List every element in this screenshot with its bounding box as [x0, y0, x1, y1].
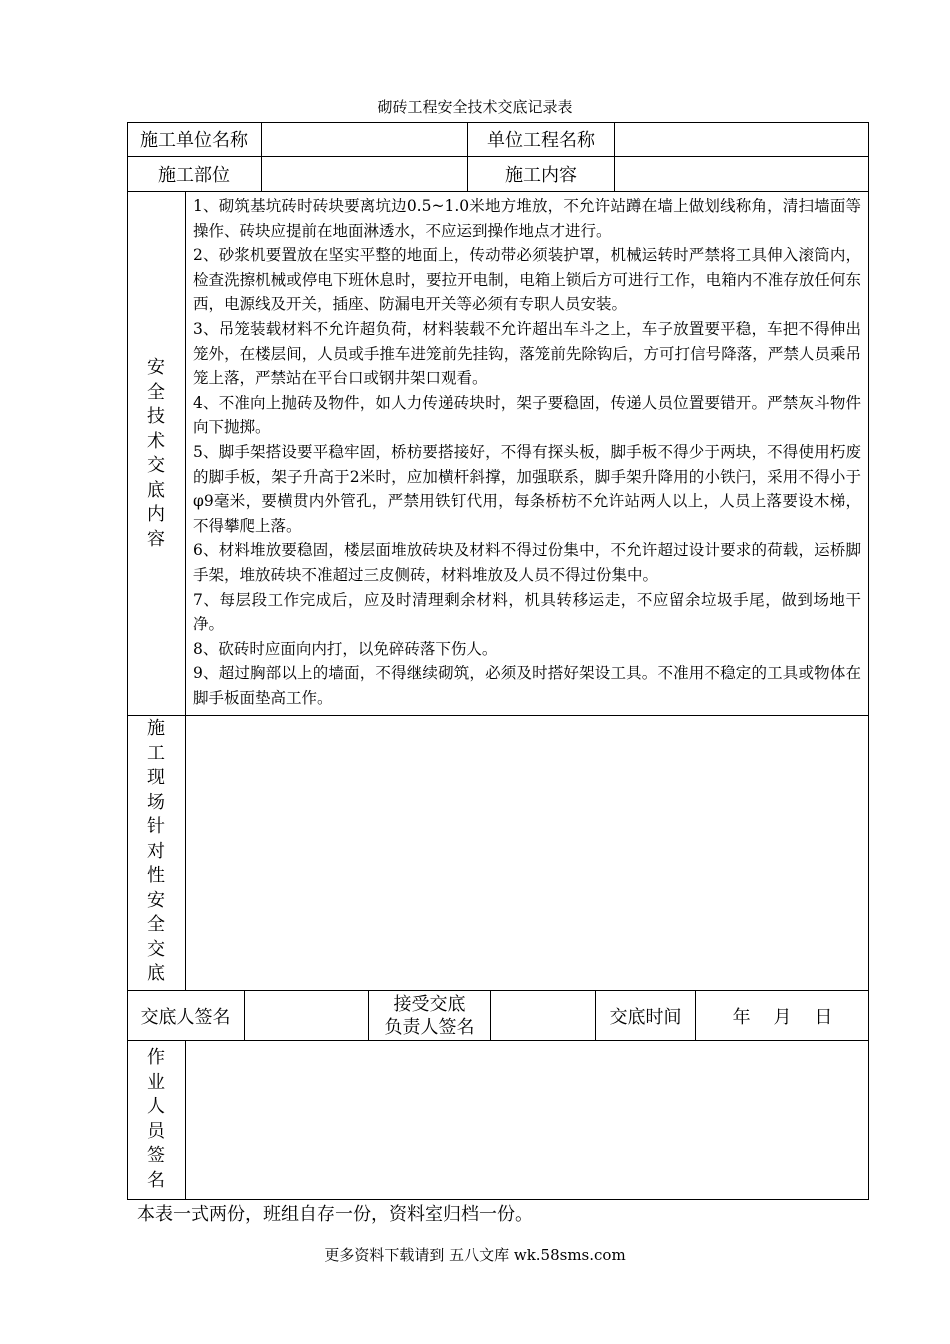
project-name-field[interactable]	[615, 122, 869, 156]
site-specific-field[interactable]	[186, 716, 869, 990]
construction-unit-label: 施工单位名称	[140, 130, 248, 151]
form-title: 砌砖工程安全技术交底记录表	[377, 98, 573, 116]
site-specific-label: 施 工 现 场 针 对 性 安 全 交 底	[147, 718, 165, 984]
construction-content-field[interactable]	[615, 157, 869, 191]
footer-note: 本表一式两份，班组自存一份，资料室归档一份。	[137, 1204, 533, 1225]
safety-item: 7、每层段工作完成后，应及时清理剩余材料，机具转移运走，不应留余垃圾手尾，做到场地干净。	[193, 590, 861, 634]
safety-item: 3、吊笼装载材料不允许超负荷，材料装载不允许超出车斗之上，车子放置要平稳，车把不得伸出笼外，在楼层间，人员或手推车进笼前先挂钩，落笼前先除钩后，方可打信号降落，严禁人员乘吊笼上落，严禁站在平台口或钢井架口观看。	[193, 319, 861, 388]
construction-unit-field[interactable]	[262, 122, 467, 156]
workers-signature-label: 作 业 人 员 签 名	[147, 1047, 165, 1191]
disclosure-time-label: 交底时间	[609, 1006, 682, 1028]
safety-item: 5、脚手架搭设要平稳牢固，桥枋要搭接好，不得有探头板，脚手板不得少于两块，不得使用朽废的脚手板，架子升高于2米时，应加横杆斜撑，加强联系，脚手架升降用的小铁闩，采用不得小于 φ9毫米，要横贯内外管孔，严禁用铁钉代用，每条桥枋不允许站两人以上，人员上落要设木梯，不得攀爬上落。	[193, 442, 861, 535]
safety-item: 2、砂浆机要置放在坚实平整的地面上，传动带必须装护罩，机械运转时严禁将工具伸入滚筒内，检查洗擦机械或停电下班休息时，要拉开电制，电箱上锁后方可进行工作，电箱内不准存放任何东西，电源线及开关，插座、防漏电开关等必须有专职人员安装。	[193, 246, 861, 314]
discloser-signature-field[interactable]	[245, 991, 368, 1040]
construction-part-field[interactable]	[262, 157, 467, 191]
safety-item: 8、砍砖时应面向内打，以免碎砖落下伤人。	[193, 639, 498, 658]
receiver-label: 接受交底 负责人签名	[384, 993, 475, 1038]
disclosure-date-field[interactable]: 年 月 日	[732, 1006, 833, 1028]
construction-content-label: 施工内容	[505, 165, 577, 186]
receiver-signature-field[interactable]	[491, 991, 595, 1040]
download-note: 更多资料下载请到 五八文库 wk.58sms.com	[324, 1246, 626, 1264]
safety-item: 4、不准向上抛砖及物件，如人力传递砖块时，架子要稳固，传递人员位置要错开。严禁灰斗物件向下抛掷。	[193, 393, 861, 437]
safety-item: 1、砌筑基坑砖时砖块要离坑边0.5~1.0米地方堆放，不允许站蹲在墙上做划线称角，清扫墙面等操作、砖块应提前在地面淋透水，不应运到操作地点才进行。	[193, 197, 861, 240]
row-divider	[127, 191, 869, 192]
safety-section-label: 安 全 技 术 交 底 内 容	[147, 357, 165, 550]
construction-part-label: 施工部位	[158, 165, 230, 186]
safety-item: 9、超过胸部以上的墙面，不得继续砌筑，必须及时搭好架设工具。不准用不稳定的工具或物体在脚手板面垫高工作。	[193, 664, 861, 707]
discloser-label: 交底人签名	[140, 1006, 231, 1028]
workers-signature-field[interactable]	[186, 1041, 869, 1200]
safety-item: 6、材料堆放要稳固，楼层面堆放砖块及材料不得过份集中，不允许超过设计要求的荷载，运桥脚手架，堆放砖块不准超过三皮侧砖，材料堆放及人员不得过份集中。	[193, 541, 861, 584]
safety-content	[193, 194, 861, 710]
project-name-label: 单位工程名称	[487, 130, 595, 151]
